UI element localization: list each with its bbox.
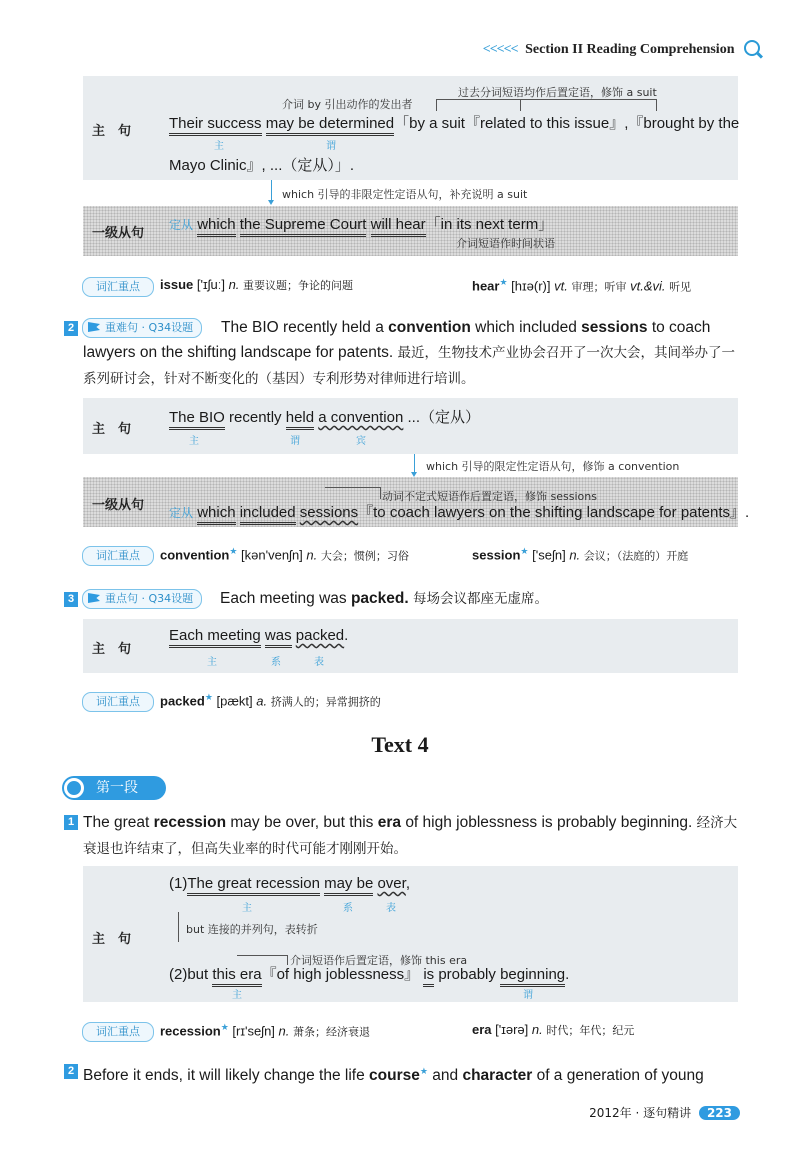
s4-note-prep: 介词短语作后置定语，修饰 this era (290, 954, 468, 967)
s2-en-bold: convention (388, 319, 471, 336)
vocab-word: session (472, 547, 521, 563)
s1-subject: Their success (169, 115, 262, 136)
s1-sub-which: which (197, 216, 235, 237)
s2-bracket-line (325, 487, 380, 488)
vocab-meaning: 时代；年代；纪元 (546, 1024, 635, 1037)
s4-c2-predicate: beginning (500, 966, 565, 987)
s3-translation: 每场会议都座无虚席。 (413, 591, 549, 607)
star-icon: ★ (419, 1066, 428, 1076)
star-icon: ★ (220, 1022, 229, 1032)
s3-vocab-tag: 词汇重点 (82, 692, 154, 712)
s2-sub-object: sessions (299, 504, 359, 521)
text4-title: Text 4 (371, 732, 429, 757)
page-footer (589, 1104, 740, 1121)
s2-sub-predicate: included (240, 504, 296, 525)
s3-number-badge: 3 (64, 592, 78, 607)
s2-main-label: 主 句 (92, 422, 132, 437)
s2-sub-attributive: 『to coach lawyers on the shifting landscape for patents』. (358, 504, 750, 521)
section-badge (62, 776, 166, 800)
vocab-ipa: ['ɪərə] (495, 1022, 529, 1037)
s2-number-badge: 2 (64, 321, 78, 336)
s1-sub-adverbial: 「in its next term」 (425, 216, 554, 233)
vocab-pos: n. (228, 277, 240, 292)
footer-text: 2012年 · 逐句精讲 (589, 1106, 692, 1120)
s1-vocab-tag: 词汇重点 (82, 277, 154, 297)
vocab-pos: n. (278, 1023, 290, 1039)
s1-vocab-hear (472, 277, 691, 294)
s2-subject: The BIO (169, 409, 225, 430)
s5-en-part: of a generation of young (536, 1067, 704, 1085)
s1-vocab-issue (160, 277, 353, 293)
s1-note-participle: 过去分词短语均作后置定语，修饰 a suit (458, 86, 657, 99)
page-number: 223 (699, 1106, 740, 1120)
star-icon: ★ (520, 546, 529, 556)
s2-vocab-session (472, 546, 688, 563)
running-header (483, 40, 760, 58)
s2-sub-clause (169, 501, 749, 522)
s2-sub-which: which (197, 504, 235, 525)
vocab-meaning: 审理；听审 (571, 280, 627, 294)
s3-role-link: 系 (271, 657, 281, 668)
s4-note-but: but 连接的并列句，表转折 (186, 923, 318, 936)
s1-arrow-line (271, 180, 272, 202)
s4-number-badge: 1 (64, 815, 78, 830)
s1-sub-clause (169, 213, 553, 234)
s2-note-which: which 引导的限定性定语从句，修饰 a convention (426, 460, 680, 473)
bracket-tick (380, 487, 381, 499)
s4-clause2 (169, 963, 569, 984)
s3-key-tag (82, 589, 202, 609)
vocab-meaning: 听见 (669, 280, 692, 294)
s2-vocab-tag: 词汇重点 (82, 546, 154, 566)
s2-note-inf: 动词不定式短语作后置定语，修饰 sessions (382, 490, 597, 503)
vocab-word: hear (472, 278, 500, 294)
s3-main-clause (169, 627, 348, 644)
s4-c2-attributive: 『of high joblessness』 (261, 966, 420, 983)
vocab-pos: a. (256, 693, 268, 709)
s5-en-part: and (432, 1067, 459, 1085)
s3-linking-verb: was (265, 627, 292, 648)
s1-predicate: may be determined (266, 115, 394, 136)
s1-line2: Mayo Clinic』, ...（定从）」. (169, 157, 355, 174)
s1-arrow-head (268, 200, 274, 205)
vocab-ipa: [pækt] (216, 693, 253, 709)
search-icon (744, 40, 760, 56)
vocab-meaning: 挤满人的；异常拥挤的 (270, 695, 381, 709)
vocab-pos: vt. (554, 278, 568, 294)
s2-role-object: 宾 (356, 436, 366, 447)
vocab-meaning: 萧条；经济衰退 (293, 1025, 371, 1039)
bracket-tick (656, 99, 657, 111)
s2-en-part: lawyers on the shifting landscape for patents. (83, 344, 394, 361)
s2-object: a convention (318, 409, 404, 426)
s2-sub-label: 一级从句 (92, 498, 145, 513)
s2-arrow-line (414, 454, 415, 474)
s1-note-which: which 引导的非限定性定语从句，补充说明 a suit (282, 188, 528, 201)
s5-number-badge: 2 (64, 1064, 78, 1079)
clause-number: (2)but (169, 966, 209, 983)
s3-predicative: packed (295, 627, 345, 644)
vocab-word: issue (160, 277, 194, 292)
vocab-word: recession (160, 1023, 221, 1039)
star-icon: ★ (204, 692, 213, 702)
s2-predicate: held (286, 409, 314, 430)
s2-en-part: to coach (651, 319, 711, 336)
s2-adverb: recently (229, 409, 282, 426)
section-label: 第一段 (96, 780, 138, 796)
s1-sub-label: 一级从句 (92, 226, 145, 241)
s2-paragraph (83, 315, 743, 392)
s2-sub-tag: 定从 (169, 506, 194, 520)
s4-bracket-line (237, 955, 287, 956)
s4-paragraph (83, 810, 743, 862)
s4-role2-subject: 主 (232, 990, 242, 1001)
s2-en-bold: sessions (581, 319, 648, 336)
s1-note-by: 介词 by 引出动作的发出者 (282, 98, 413, 111)
s2-key-text: 重难句 · Q34设题 (105, 321, 194, 334)
s2-en-part: The BIO recently held a (221, 319, 384, 336)
s3-period: . (344, 627, 349, 644)
vocab-ipa: [rɪ'seʃn] (232, 1023, 275, 1039)
s5-en-bold: character (462, 1067, 533, 1085)
search-icon (64, 778, 84, 798)
vocab-pos: n. (569, 547, 581, 563)
s3-en-part: Each meeting was (220, 590, 347, 607)
vocab-pos: vt.&vi. (630, 278, 666, 294)
s3-main-label: 主 句 (92, 642, 132, 657)
s1-role-predicate: 谓 (326, 141, 336, 152)
s2-role-subject: 主 (189, 436, 199, 447)
s1-sub-predicate: will hear (371, 216, 426, 237)
s2-clause-mark: ...（定从） (407, 409, 481, 426)
s4-c2-subject: this era (212, 966, 261, 987)
s4-c1-comma: , (405, 875, 410, 892)
s4-vocab-recession (160, 1022, 370, 1039)
s4-vocab-tag: 词汇重点 (82, 1022, 154, 1042)
s4-en-part: The great (83, 814, 150, 831)
s4-vocab-era (472, 1022, 634, 1038)
s2-en-part: which included (475, 319, 577, 336)
s1-by-phrase: 「by a suit『related to this issue』,『brought by the (394, 115, 740, 132)
s4-en-bold: recession (153, 814, 227, 831)
s4-coord-line (178, 912, 179, 942)
s4-c1-subject: The great recession (187, 875, 320, 896)
s2-translation: 最近，生物技术产业协会召开了一次大会，其间举办了一系列研讨会，针对不断变化的（基因）专利形势对律师进行培训。 (83, 345, 735, 387)
s4-c2-aux: is (423, 966, 434, 987)
s4-role-predicative: 表 (386, 903, 396, 914)
s4-role-subject: 主 (242, 903, 252, 914)
s4-main-label: 主 句 (92, 932, 132, 947)
s2-role-predicate: 谓 (290, 436, 300, 447)
vocab-word: packed (160, 693, 205, 709)
vocab-meaning: 大会；惯例；习俗 (320, 549, 409, 563)
s5-en-part: Before it ends, it will likely change the life (83, 1067, 365, 1085)
vocab-word: convention (160, 547, 230, 563)
header-arrows: <<<<< (482, 42, 518, 57)
vocab-pos: n. (531, 1022, 543, 1037)
s1-bracket-line (436, 99, 656, 100)
s4-clause1 (169, 875, 410, 892)
s3-key-text: 重点句 · Q34设题 (105, 592, 194, 605)
flag-icon (88, 593, 100, 603)
bracket-tick (520, 99, 521, 111)
s3-vocab-packed (160, 692, 381, 709)
s4-c1-linking-verb: may be (324, 875, 373, 896)
s1-role-subject: 主 (214, 141, 224, 152)
s5-paragraph (83, 1059, 743, 1088)
star-icon: ★ (499, 277, 508, 287)
vocab-ipa: [kən'venʃn] (241, 547, 303, 563)
s4-c2-period: . (565, 966, 570, 983)
s3-paragraph (220, 586, 740, 612)
header-title: Section II Reading Comprehension (525, 42, 735, 57)
vocab-meaning: 重要议题；争论的问题 (243, 279, 354, 292)
s4-en-part: may be over, but this (230, 814, 374, 831)
s2-main-clause (169, 406, 480, 427)
s1-main-label: 主 句 (92, 124, 132, 139)
star-icon: ★ (229, 546, 238, 556)
vocab-word: era (472, 1022, 492, 1037)
vocab-ipa: ['seʃn] (532, 547, 566, 563)
s4-translation: 经济大衰退也许结束了，但高失业率的时代可能才刚刚开始。 (83, 815, 738, 857)
s5-en-bold: course (369, 1067, 420, 1085)
s4-role2-predicate: 谓 (523, 990, 533, 1001)
s4-c1-predicative: over (377, 875, 406, 892)
s2-vocab-convention (160, 546, 409, 563)
vocab-pos: n. (306, 547, 318, 563)
s3-role-subject: 主 (207, 657, 217, 668)
s4-c2-adverb: probably (438, 966, 496, 983)
bracket-tick (436, 99, 437, 111)
vocab-ipa: [hɪə(r)] (511, 278, 551, 294)
clause-number: (1) (169, 875, 188, 892)
s3-role-predicative: 表 (314, 657, 324, 668)
s3-subject: Each meeting (169, 627, 261, 648)
s1-sub-subject: the Supreme Court (240, 216, 367, 237)
s1-note-adverbial: 介词短语作时间状语 (456, 237, 555, 250)
vocab-meaning: 会议；（法庭的）开庭 (583, 549, 689, 563)
s4-en-bold: era (377, 814, 401, 831)
s4-role-link: 系 (343, 903, 353, 914)
s3-en-bold: packed. (350, 590, 409, 607)
s1-line1 (169, 112, 739, 133)
vocab-ipa: ['ɪʃuː] (196, 277, 225, 292)
s4-en-part: of high joblessness is probably beginning. (405, 814, 693, 831)
s1-sub-tag: 定从 (169, 218, 194, 232)
